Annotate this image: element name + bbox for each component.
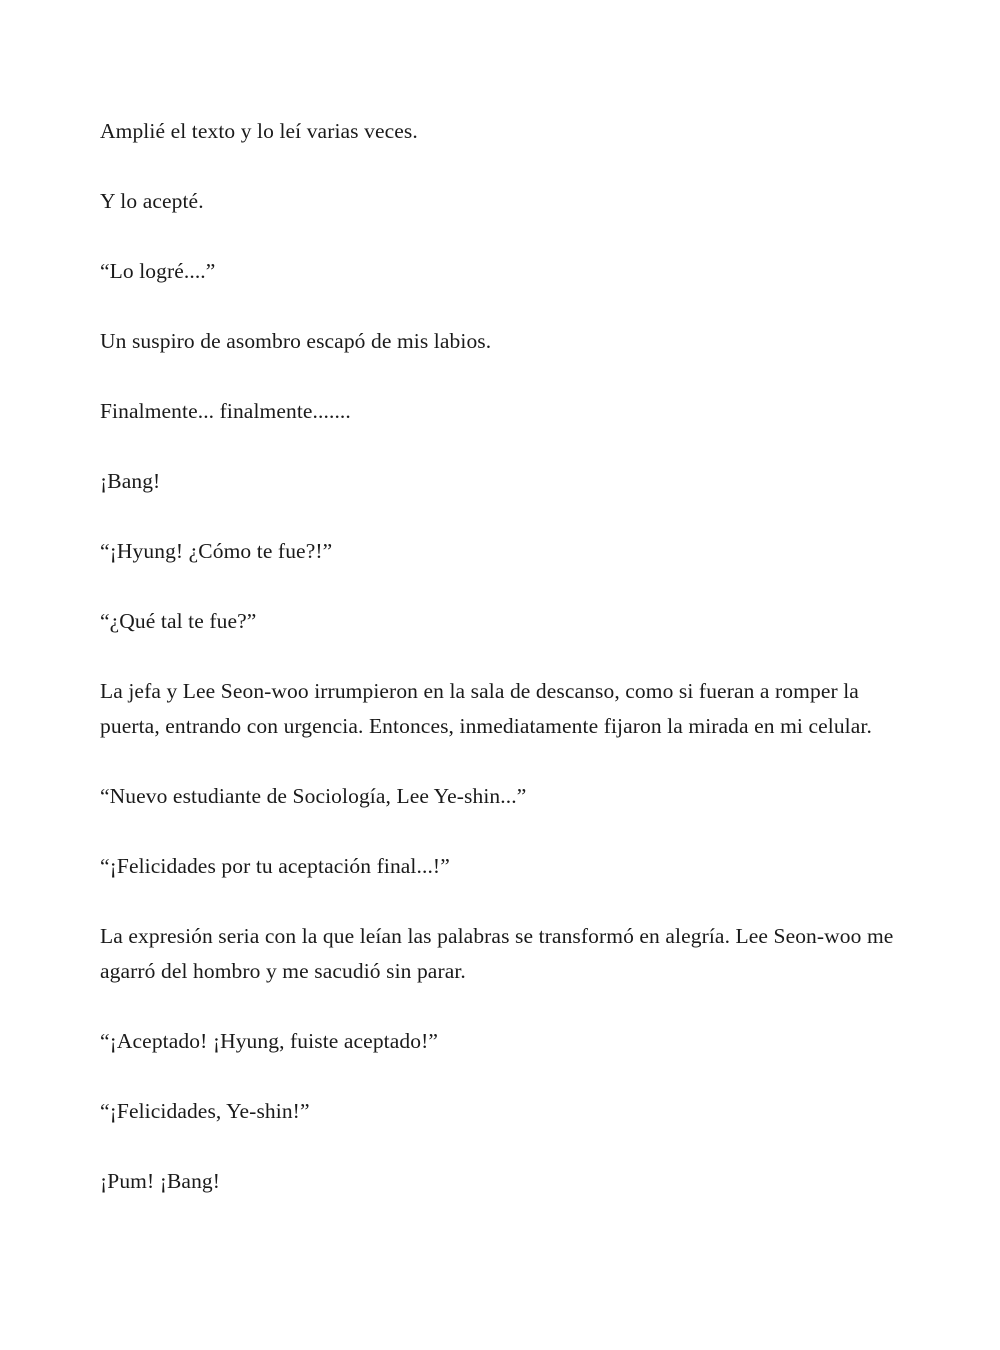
paragraph: La expresión seria con la que leían las palabras se transformó en alegría. Lee Seon-woo me agarró del hombro y me sacudió sin parar.	[100, 924, 894, 983]
document-body	[100, 114, 900, 1234]
paragraph: Amplié el texto y lo leí varias veces.	[100, 119, 418, 143]
dialogue-paragraph: “Lo logré....”	[100, 259, 216, 283]
paragraph: Finalmente... finalmente.......	[100, 399, 351, 423]
dialogue-paragraph: “¡Felicidades por tu aceptación final...!”	[100, 854, 450, 878]
paragraph: Un suspiro de asombro escapó de mis labios.	[100, 329, 492, 353]
dialogue-paragraph: “Nuevo estudiante de Sociología, Lee Ye-shin...”	[100, 784, 527, 808]
paragraph: La jefa y Lee Seon-woo irrumpieron en la sala de descanso, como si fueran a romper la puerta, entrando con urgencia. Entonces, inmediatamente fijaron la mirada en mi celular.	[100, 679, 872, 738]
dialogue-paragraph: “¡Felicidades, Ye-shin!”	[100, 1099, 310, 1123]
dialogue-paragraph: “¡Hyung! ¿Cómo te fue?!”	[100, 539, 333, 563]
dialogue-paragraph: “¿Qué tal te fue?”	[100, 609, 257, 633]
sound-effect-paragraph: ¡Bang!	[100, 469, 161, 493]
dialogue-paragraph: “¡Aceptado! ¡Hyung, fuiste aceptado!”	[100, 1029, 438, 1053]
sound-effect-paragraph: ¡Pum! ¡Bang!	[100, 1169, 221, 1193]
paragraph: Y lo acepté.	[100, 189, 204, 213]
